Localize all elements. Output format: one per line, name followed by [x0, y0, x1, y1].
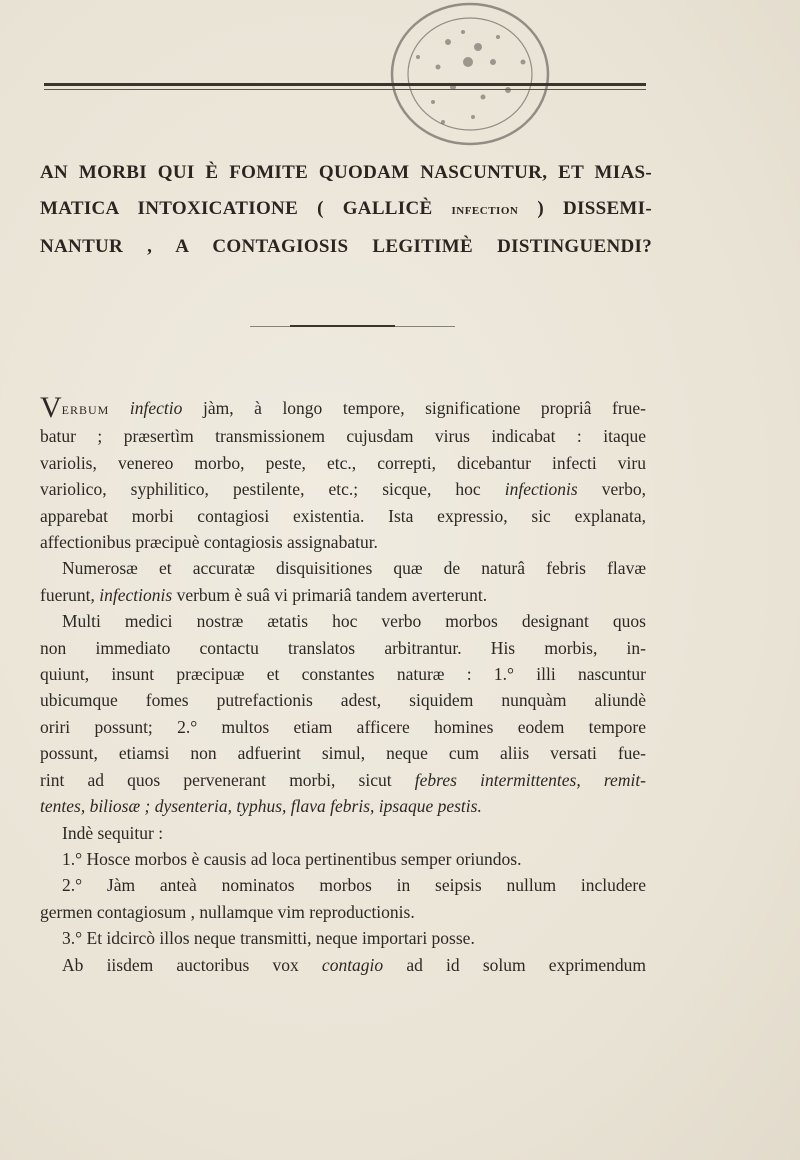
list-item-3: 3.° Et idcircò illos neque transmitti, neque importari posse.: [62, 928, 475, 949]
p3-line-2: non immediato contactu translatos arbitrantur. His morbis, in-: [40, 637, 646, 658]
p1-line-3: variolis, venereo morbo, peste, etc., correpti, dicebantur infecti viru: [40, 452, 646, 473]
p3-line-4: ubicumque fomes putrefactionis adest, siquidem nunquàm aliundè: [40, 690, 646, 711]
title-infection-word: INFECTION: [451, 205, 519, 217]
p3-line-6: possunt, etiamsi non adfuerint simul, neque cum aliis versati fue-: [40, 743, 646, 764]
p2-line-1: Numerosæ et accuratæ disquisitiones quæ de naturâ febris flavæ: [62, 558, 646, 579]
list-item-1: 1.° Hosce morbos è causis ad loca pertinentibus semper oriundos.: [62, 848, 522, 869]
ornamental-divider: [250, 325, 455, 327]
p1-line-2: batur ; præsertìm transmissionem cujusdam virus indicabat : itaque: [40, 426, 646, 447]
library-stamp-seal: [378, 2, 558, 152]
p3-line-8: tentes, biliosæ ; dysenteria, typhus, flava febris, ipsaque pestis.: [40, 796, 482, 817]
p1-line-1: VERBUM infectio jàm, à longo tempore, significatione propriâ frue-: [40, 391, 647, 424]
top-rule: [44, 83, 646, 86]
list-item-2-cont: germen contagiosum , nullamque vim reproductionis.: [40, 901, 415, 922]
p3-line-5: oriri possunt; 2.° multos etiam afficere homines eodem tempore: [40, 716, 646, 737]
p3-line-1: Multi medici nostræ ætatis hoc verbo morbos designant quos: [62, 611, 646, 632]
top-rule-thin: [44, 89, 646, 90]
title-line-1: AN MORBI QUI È FOMITE QUODAM NASCUNTUR, ET MIAS-: [40, 162, 652, 183]
p5-line-1: Ab iisdem auctoribus vox contagio ad id solum exprimendum: [62, 954, 646, 975]
body-text: [40, 391, 647, 978]
p3-line-7: rint ad quos pervenerant morbi, sicut febres intermittentes, remit-: [40, 769, 647, 790]
title-line-2: MATICA INTOXICATIONE ( GALLICÈ INFECTION ) DISSEMI-: [40, 198, 652, 219]
chapter-title: [40, 155, 652, 265]
drop-cap: V: [40, 391, 62, 424]
p3-line-3: quiunt, insunt præcipuæ et constantes naturæ : 1.° illi nascuntur: [40, 664, 646, 685]
p2-line-2: fuerunt, infectionis verbum è suâ vi primariâ tandem averterunt.: [40, 584, 488, 605]
p1-line-6: affectionibus præcipuè contagiosis assignabatur.: [40, 532, 378, 553]
p4-line-1: Indè sequitur :: [62, 822, 164, 843]
title-line-3: NANTUR , A CONTAGIOSIS LEGITIMÈ DISTINGUENDI?: [40, 236, 652, 257]
list-item-2: 2.° Jàm anteà nominatos morbos in seipsis nullum includere: [62, 875, 646, 896]
p1-line-5: apparebat morbi contagiosi existentia. Ista expressio, sic explanata,: [40, 505, 646, 526]
p1-line-4: variolico, syphilitico, pestilente, etc.; sicque, hoc infectionis verbo,: [40, 479, 646, 500]
